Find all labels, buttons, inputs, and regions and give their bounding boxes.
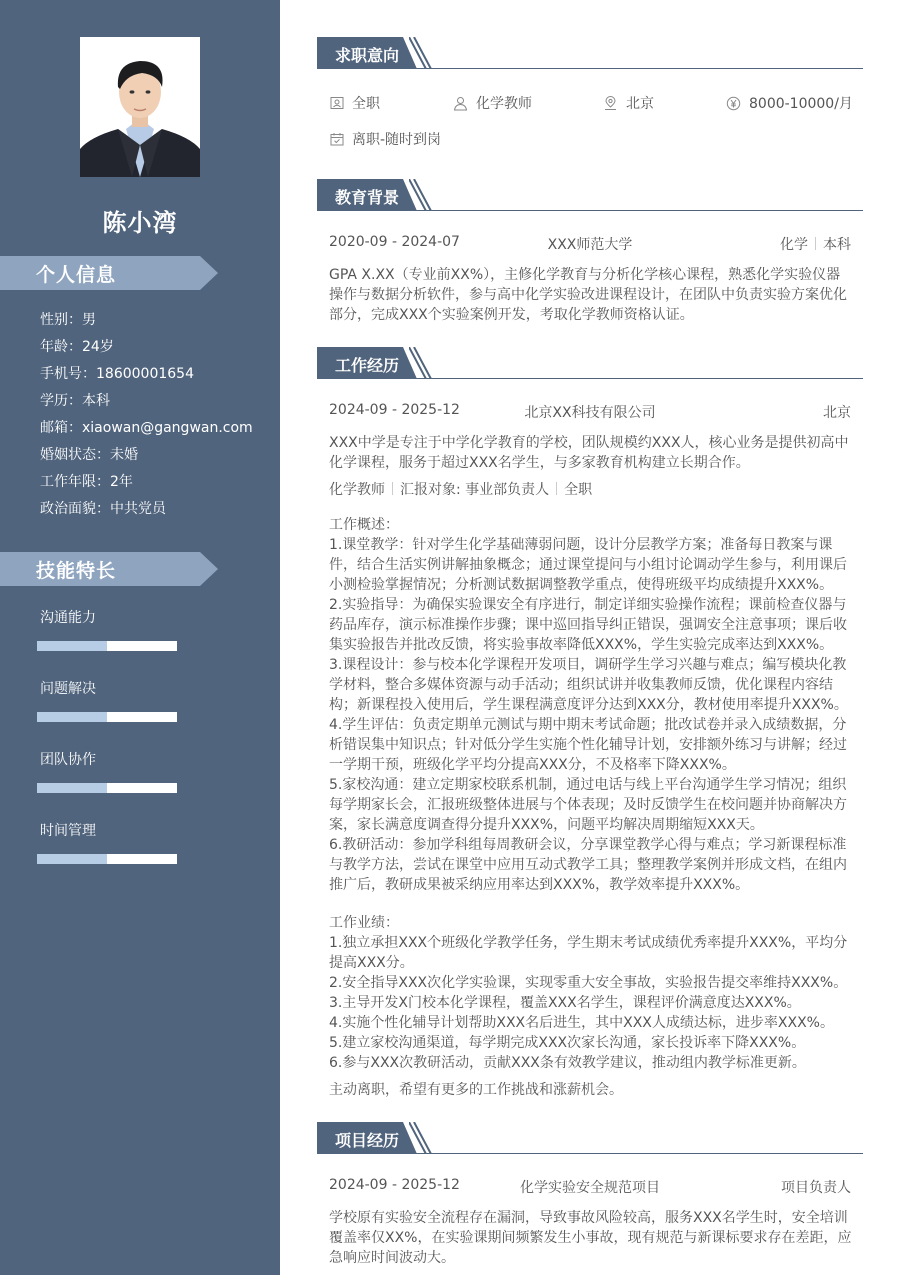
work-achievements — [329, 913, 853, 1073]
skill-label: 时间管理 — [40, 823, 96, 839]
text-line: 案，家长满意度调查得分提升XXX%，问题平均解决周期缩短XXX天。 — [329, 817, 764, 833]
skill-bar-fill — [37, 783, 107, 793]
personal-info-header — [0, 256, 218, 290]
text-line: 学材料，整合多媒体资源与动手活动；组织试讲并收集教师反馈，优化课程内容结 — [329, 677, 833, 693]
project-period: 2024-09 - 2025-12 — [329, 1177, 460, 1193]
skill-label: 团队协作 — [40, 752, 96, 768]
project-header-row — [329, 1177, 851, 1197]
project-role: 项目负责人 — [781, 1180, 851, 1196]
section-header-work — [317, 347, 863, 379]
stripe-decoration-icon — [409, 179, 435, 211]
work-header-row — [329, 402, 851, 422]
text-line: 工作业绩： — [329, 915, 399, 931]
stripe-decoration-icon — [409, 37, 435, 69]
company-intro — [329, 433, 853, 473]
text-line: GPA X.XX（专业前XX%），主修化学教育与分析化学核心课程，熟悉化学实验仪器 — [329, 267, 841, 283]
salary-value: 8000-10000/月 — [749, 96, 853, 112]
work-overview — [329, 515, 853, 895]
stripe-decoration-icon — [409, 1122, 435, 1154]
report-to: 汇报对象: 事业部负责人 — [400, 482, 550, 498]
section-header-intent — [317, 37, 863, 69]
text-line: 1.独立承担XXX个班级化学教学任务，学生期末考试成绩优秀率提升XXX%，平均分 — [329, 935, 848, 951]
section-header-education — [317, 179, 863, 211]
text-line: 每学期家长会，汇报班级整体进展与个体表现；及时反馈学生在校问题并协商解决方 — [329, 797, 847, 813]
status-value: 离职-随时到岗 — [352, 132, 442, 148]
leave-reason — [329, 1080, 853, 1100]
project-name: 化学实验安全规范项目 — [520, 1180, 660, 1196]
role: 化学教师 — [329, 482, 385, 498]
school-name: XXX师范大学 — [547, 237, 633, 253]
text-line: 工作概述： — [329, 517, 399, 533]
skills-header — [0, 552, 218, 586]
text-line: 提高XXX分。 — [329, 955, 414, 971]
section-title: 求职意向 — [335, 46, 400, 65]
skill-bar — [37, 854, 177, 864]
info-email: 邮箱：xiaowan@gangwan.com — [40, 420, 253, 436]
major: 化学 — [780, 237, 808, 253]
avatar-icon — [80, 37, 200, 177]
info-marital: 婚姻状态：未婚 — [40, 447, 138, 463]
skill-item — [37, 749, 177, 793]
education-header-row — [329, 234, 851, 254]
text-line: 2.安全指导XXX次化学实验课，实现零重大安全事故，实验报告提交率维持XXX%。 — [329, 975, 848, 991]
skill-item — [37, 678, 177, 722]
section-header-project — [317, 1122, 863, 1154]
skill-label: 沟通能力 — [40, 610, 96, 626]
text-line: 5.建立家校沟通渠道，每学期完成XXX次家长沟通，家长投诉率下降XXX%。 — [329, 1035, 806, 1051]
calendar-icon — [330, 132, 344, 146]
degree: 本科 — [823, 237, 851, 253]
text-line: 与教学方法，尝试在课堂中应用互动式教学工具；整理教学案例并形成文档，在组内 — [329, 857, 847, 873]
job-type: 全职 — [564, 482, 593, 498]
skills-title: 技能特长 — [36, 560, 117, 582]
sidebar — [0, 0, 280, 1275]
skill-bar — [37, 712, 177, 722]
text-line: 主动离职，希望有更多的工作挑战和涨薪机会。 — [329, 1082, 623, 1098]
text-line: 析错误集中知识点；针对低分学生实施个性化辅导计划，安排额外练习与讲解；经过 — [329, 737, 847, 753]
section-title: 工作经历 — [335, 356, 400, 375]
separator — [815, 237, 816, 250]
skill-bar-fill — [37, 641, 107, 651]
intent-salary — [726, 93, 853, 113]
info-gender: 性别：男 — [40, 312, 96, 328]
skill-bar — [37, 783, 177, 793]
info-work-years: 工作年限：2年 — [40, 474, 133, 490]
separator — [556, 482, 557, 495]
section-title: 教育背景 — [335, 188, 400, 207]
education-description — [329, 265, 853, 325]
text-line: 1.课堂教学：针对学生化学基础薄弱问题，设计分层教学方案；准备每日教案与课 — [329, 537, 833, 553]
skill-item — [37, 607, 177, 651]
text-line: 2.实验指导：为确保实验课安全有序进行，制定详细实验操作流程；课前检查仪器与 — [329, 597, 847, 613]
separator — [392, 482, 393, 495]
intent-position — [453, 93, 532, 113]
info-political: 政治面貌：中共党员 — [40, 501, 166, 517]
skill-bar-fill — [37, 712, 107, 722]
major-degree — [780, 234, 851, 254]
text-line: 3.主导开发X门校本化学课程，覆盖XXX名学生，课程评价满意度达XXX%。 — [329, 995, 801, 1011]
text-line: XXX中学是专注于中学化学教育的学校，团队规模约XXX人，核心业务是提供初高中 — [329, 435, 849, 451]
city-value: 北京 — [626, 96, 654, 112]
text-line: 学校原有实验安全流程存在漏洞，导致事故风险较高，服务XXX名学生时，安全培训 — [329, 1210, 848, 1226]
position-value: 化学教师 — [476, 96, 532, 112]
section-title: 项目经历 — [335, 1131, 400, 1150]
personal-info-list — [40, 310, 253, 526]
text-line: 操作与数据分析软件，参与高中化学实验改进课程设计，在团队中负责实验方案优化 — [329, 287, 847, 303]
text-line: 件，结合生活实例讲解抽象概念；通过课堂提问与小组讨论调动学生参与，利用课后 — [329, 557, 847, 573]
role-line — [329, 480, 853, 500]
company-name: 北京XX科技有限公司 — [524, 405, 656, 421]
skill-label: 问题解决 — [40, 681, 96, 697]
candidate-name: 陈小湾 — [102, 209, 178, 237]
profile-photo — [80, 37, 200, 177]
text-line: 6.教研活动：参加学科组每周教研会议，分享课堂教学心得与难点；学习新课程标准 — [329, 837, 847, 853]
text-line: 急响应时间波动大。 — [329, 1250, 455, 1266]
info-education: 学历：本科 — [40, 393, 110, 409]
text-line: 化学课程，服务于超过XXX名学生，与多家教育机构建立长期合作。 — [329, 455, 750, 471]
text-line: 药品库存，演示标准操作步骤；课中巡回指导纠正错误，强调安全注意事项；课后收 — [329, 617, 847, 633]
intent-job-type — [330, 93, 380, 113]
skill-item — [37, 820, 177, 864]
job-type-value: 全职 — [352, 96, 380, 112]
education-period: 2020-09 - 2024-07 — [329, 234, 460, 250]
personal-info-title: 个人信息 — [36, 264, 117, 286]
text-line: 构；新课程投入使用后，学生课程满意度评分达到XXX分，教材使用率提升XXX%。 — [329, 697, 848, 713]
intent-status — [330, 129, 441, 149]
info-phone: 手机号：18600001654 — [40, 366, 194, 382]
text-line: 3.课程设计：参与校本化学课程开发项目，调研学生学习兴趣与难点；编写模块化教 — [329, 657, 847, 673]
intent-city — [603, 93, 654, 113]
text-line: 5.家校沟通：建立定期家校联系机制，通过电话与线上平台沟通学生学习情况；组织 — [329, 777, 847, 793]
text-line: 4.学生评估：负责定期单元测试与期中期末考试命题；批改试卷并录入成绩数据，分 — [329, 717, 847, 733]
text-line: 一学期干预，班级化学平均分提高XXX分，不及格率下降XXX%。 — [329, 757, 736, 773]
skill-bar — [37, 641, 177, 651]
text-line: 覆盖率仅XX%，在实验课期间频繁发生小事故，现有规范与新课标要求存在差距，应 — [329, 1230, 852, 1246]
yen-icon — [726, 96, 741, 111]
project-description — [329, 1208, 853, 1268]
work-period: 2024-09 - 2025-12 — [329, 402, 460, 418]
skill-bar-fill — [37, 854, 107, 864]
id-card-icon — [330, 96, 344, 110]
text-line: 6.参与XXX次教研活动，贡献XXX条有效教学建议，推动组内教学标准更新。 — [329, 1055, 806, 1071]
user-icon — [453, 96, 468, 111]
text-line: 推广后，教研成果被采纳应用率达到XXX%，教学效率提升XXX%。 — [329, 877, 750, 893]
text-line: 4.实施个性化辅导计划帮助XXX名后进生，其中XXX人成绩达标，进步率XXX%。 — [329, 1015, 834, 1031]
role-info — [329, 480, 853, 500]
stripe-decoration-icon — [409, 347, 435, 379]
text-line: 集实验报告并批改反馈，将实验事故率降低XXX%，学生实验完成率达到XXX%。 — [329, 637, 834, 653]
text-line: 部分，完成XXX个实验案例开发，考取化学教师资格认证。 — [329, 307, 694, 323]
work-city: 北京 — [823, 405, 851, 421]
location-icon — [603, 96, 618, 111]
text-line: 小测检验掌握情况；分析测试数据调整教学重点，使得班级平均成绩提升XXX%。 — [329, 577, 834, 593]
info-age: 年龄：24岁 — [40, 339, 114, 355]
